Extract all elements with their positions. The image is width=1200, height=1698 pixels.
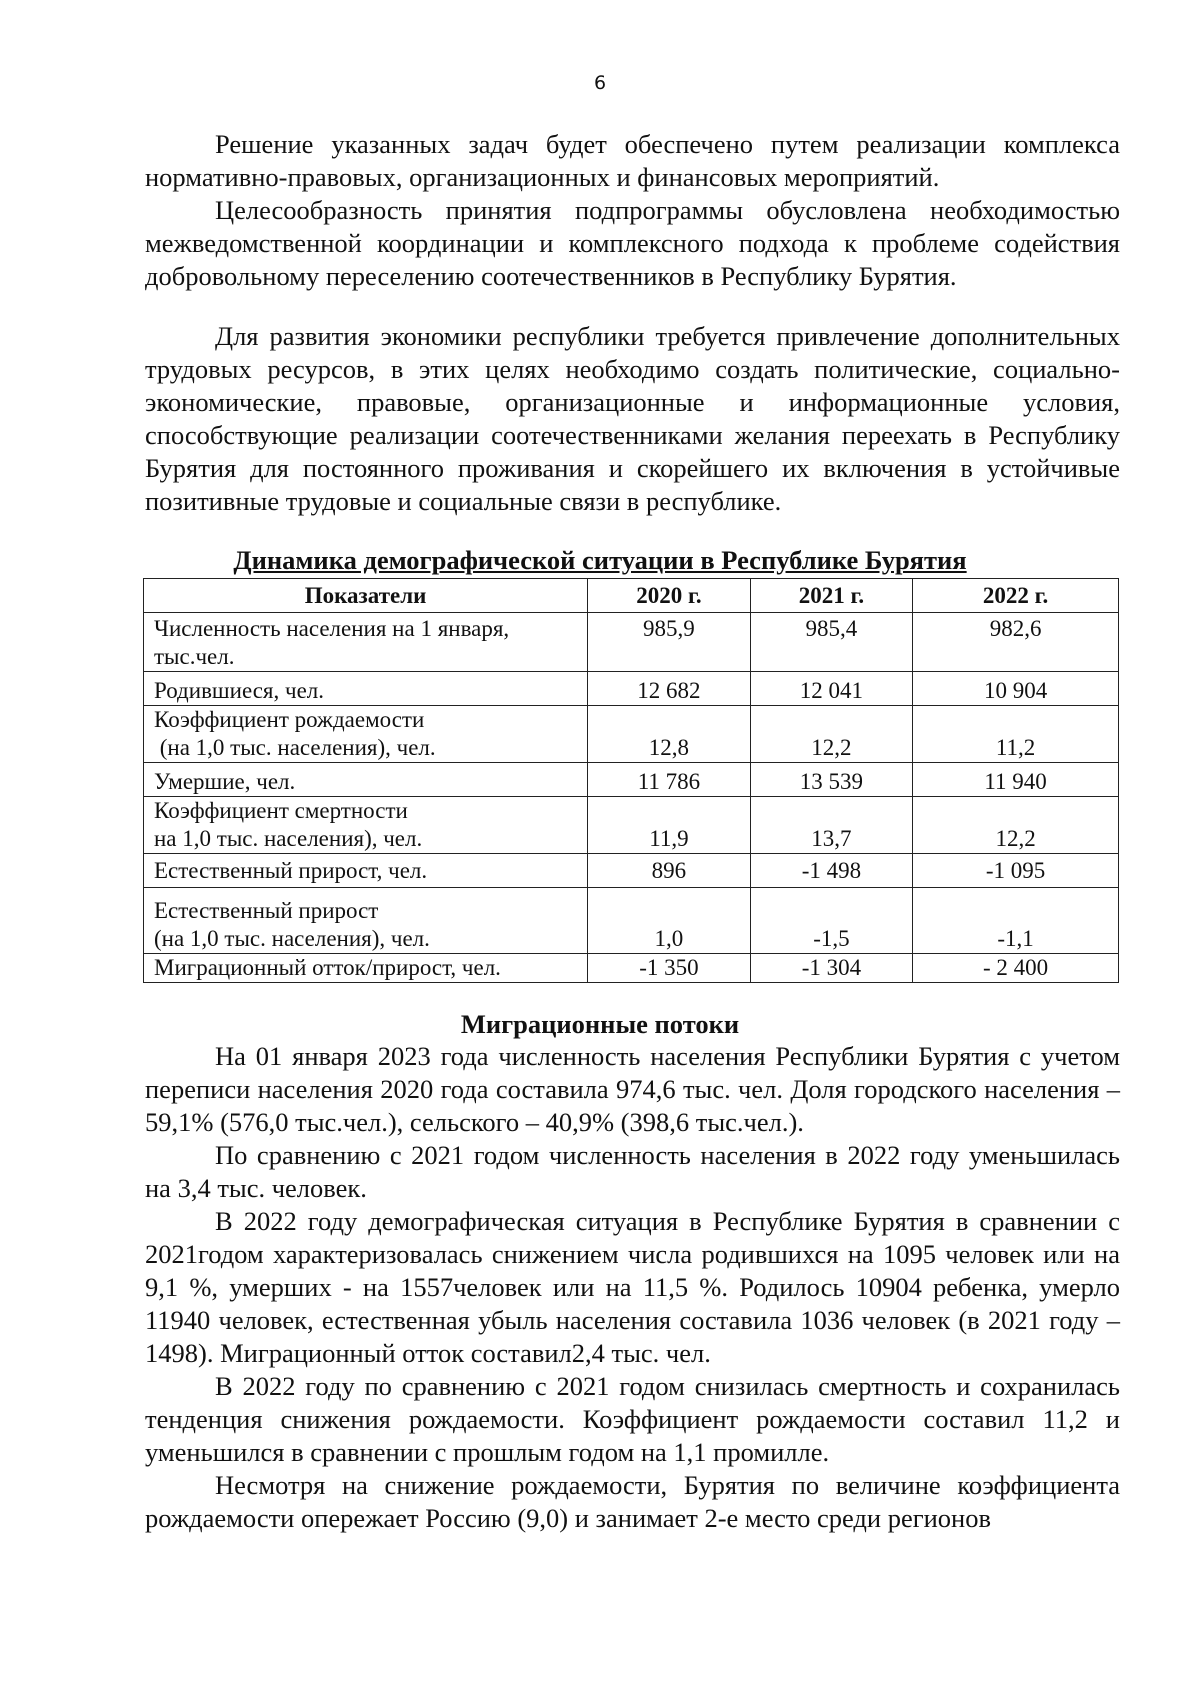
section-paragraph-2: По сравнению с 2021 годом численность населения в 2022 году уменьшилась на 3,4 тыс. человек. [145, 1140, 1120, 1203]
table-row-migration [144, 954, 1119, 983]
intro-text [145, 128, 1120, 293]
cell-2020: 11 786 [588, 763, 751, 797]
development-paragraph: Для развития экономики республики требуется привлечение дополнительных трудовых ресурсов, в этих целях необходимо создать политические, социально-экономические, правовые, организационные и информационные условия, способствующие реализации соотечественниками желания переехать в Республику Бурятия для постоянного проживания и скорейшего их включения в устойчивые позитивные трудовые и социальные связи в республике. [145, 321, 1120, 516]
section-paragraph-3: В 2022 году демографическая ситуация в Республике Бурятия в сравнении с 2021годом характеризовалась снижением числа родившихся на 1095 человек или на 9,1 %, умерших - на 1557человек или на 11,5 %. Родилось 10904 ребенка, умерло 11940 человек, естественная убыль населения составила 1036 человек (в 2021 году – 1498). Миграционный отток составил2,4 тыс. чел. [145, 1206, 1120, 1368]
header-2020: 2020 г. [588, 579, 751, 613]
cell-2022: -1,1 [913, 888, 1119, 954]
section-title: Миграционные потоки [460, 1009, 740, 1039]
table-row-natural-growth [144, 854, 1119, 888]
row-label: Естественный прирост, чел. [144, 854, 588, 888]
cell-2021: 985,4 [750, 613, 913, 672]
development-text [145, 320, 1120, 518]
cell-2020: 11,9 [588, 797, 751, 854]
cell-2022: - 2 400 [913, 954, 1119, 983]
table-row-birth-rate [144, 706, 1119, 763]
cell-2020: 1,0 [588, 888, 751, 954]
intro-paragraph-1: Решение указанных задач будет обеспечено путем реализации комплекса нормативно-правовых, организационных и финансовых мероприятий. [145, 129, 1120, 192]
table-row-births [144, 672, 1119, 706]
header-2022: 2022 г. [913, 579, 1119, 613]
table-row-natural-growth-rate [144, 888, 1119, 954]
table-row-deaths [144, 763, 1119, 797]
cell-2020: 12,8 [588, 706, 751, 763]
cell-2022: 11 940 [913, 763, 1119, 797]
section-paragraph-5: Несмотря на снижение рождаемости, Бурятия по величине коэффициента рождаемости опережает Россию (9,0) и занимает 2-е место среди регионов [145, 1470, 1120, 1533]
intro-paragraph-2: Целесообразность принятия подпрограммы обусловлена необходимостью межведомственной координации и комплексного подхода к проблеме содействия добровольному переселению соотечественников в Республику Бурятия. [145, 195, 1120, 291]
cell-2021: 13 539 [750, 763, 913, 797]
cell-2021: -1 498 [750, 854, 913, 888]
row-label: Коэффициент смертности на 1,0 тыс. населения), чел. [144, 797, 588, 854]
section-paragraph-1: На 01 января 2023 года численность населения Республики Бурятия с учетом переписи населения 2020 года составила 974,6 тыс. чел. Доля городского населения – 59,1% (576,0 тыс.чел.), сельского – 40,9% (398,6 тыс.чел.). [145, 1041, 1120, 1137]
cell-2021: -1,5 [750, 888, 913, 954]
row-label: Естественный прирост (на 1,0 тыс. населения), чел. [144, 888, 588, 954]
demographic-table [143, 578, 1119, 983]
header-indicators: Показатели [144, 579, 588, 613]
table-row-population [144, 613, 1119, 672]
cell-2021: 13,7 [750, 797, 913, 854]
cell-2020: 985,9 [588, 613, 751, 672]
cell-2022: 11,2 [913, 706, 1119, 763]
row-label: Родившиеся, чел. [144, 672, 588, 706]
cell-2021: 12,2 [750, 706, 913, 763]
row-label: Миграционный отток/прирост, чел. [144, 954, 588, 983]
cell-2022: -1 095 [913, 854, 1119, 888]
header-2021: 2021 г. [750, 579, 913, 613]
row-label: Коэффициент рождаемости (на 1,0 тыс. населения), чел. [144, 706, 588, 763]
cell-2022: 12,2 [913, 797, 1119, 854]
cell-2022: 982,6 [913, 613, 1119, 672]
table-row-death-rate [144, 797, 1119, 854]
row-label: Численность населения на 1 января, тыс.чел. [144, 613, 588, 672]
section-paragraph-4: В 2022 году по сравнению с 2021 годом снизилась смертность и сохранилась тенденция снижения рождаемости. Коэффициент рождаемости составил 11,2 и уменьшился в сравнении с прошлым годом на 1,1 промилле. [145, 1371, 1120, 1467]
cell-2020: -1 350 [588, 954, 751, 983]
cell-2020: 12 682 [588, 672, 751, 706]
cell-2021: 12 041 [750, 672, 913, 706]
cell-2022: 10 904 [913, 672, 1119, 706]
cell-2020: 896 [588, 854, 751, 888]
table-title: Динамика демографической ситуации в Республике Бурятия [233, 545, 967, 575]
row-label: Умершие, чел. [144, 763, 588, 797]
page-number: 6 [593, 72, 607, 94]
migration-text [145, 1040, 1120, 1535]
cell-2021: -1 304 [750, 954, 913, 983]
table-header-row [144, 579, 1119, 613]
